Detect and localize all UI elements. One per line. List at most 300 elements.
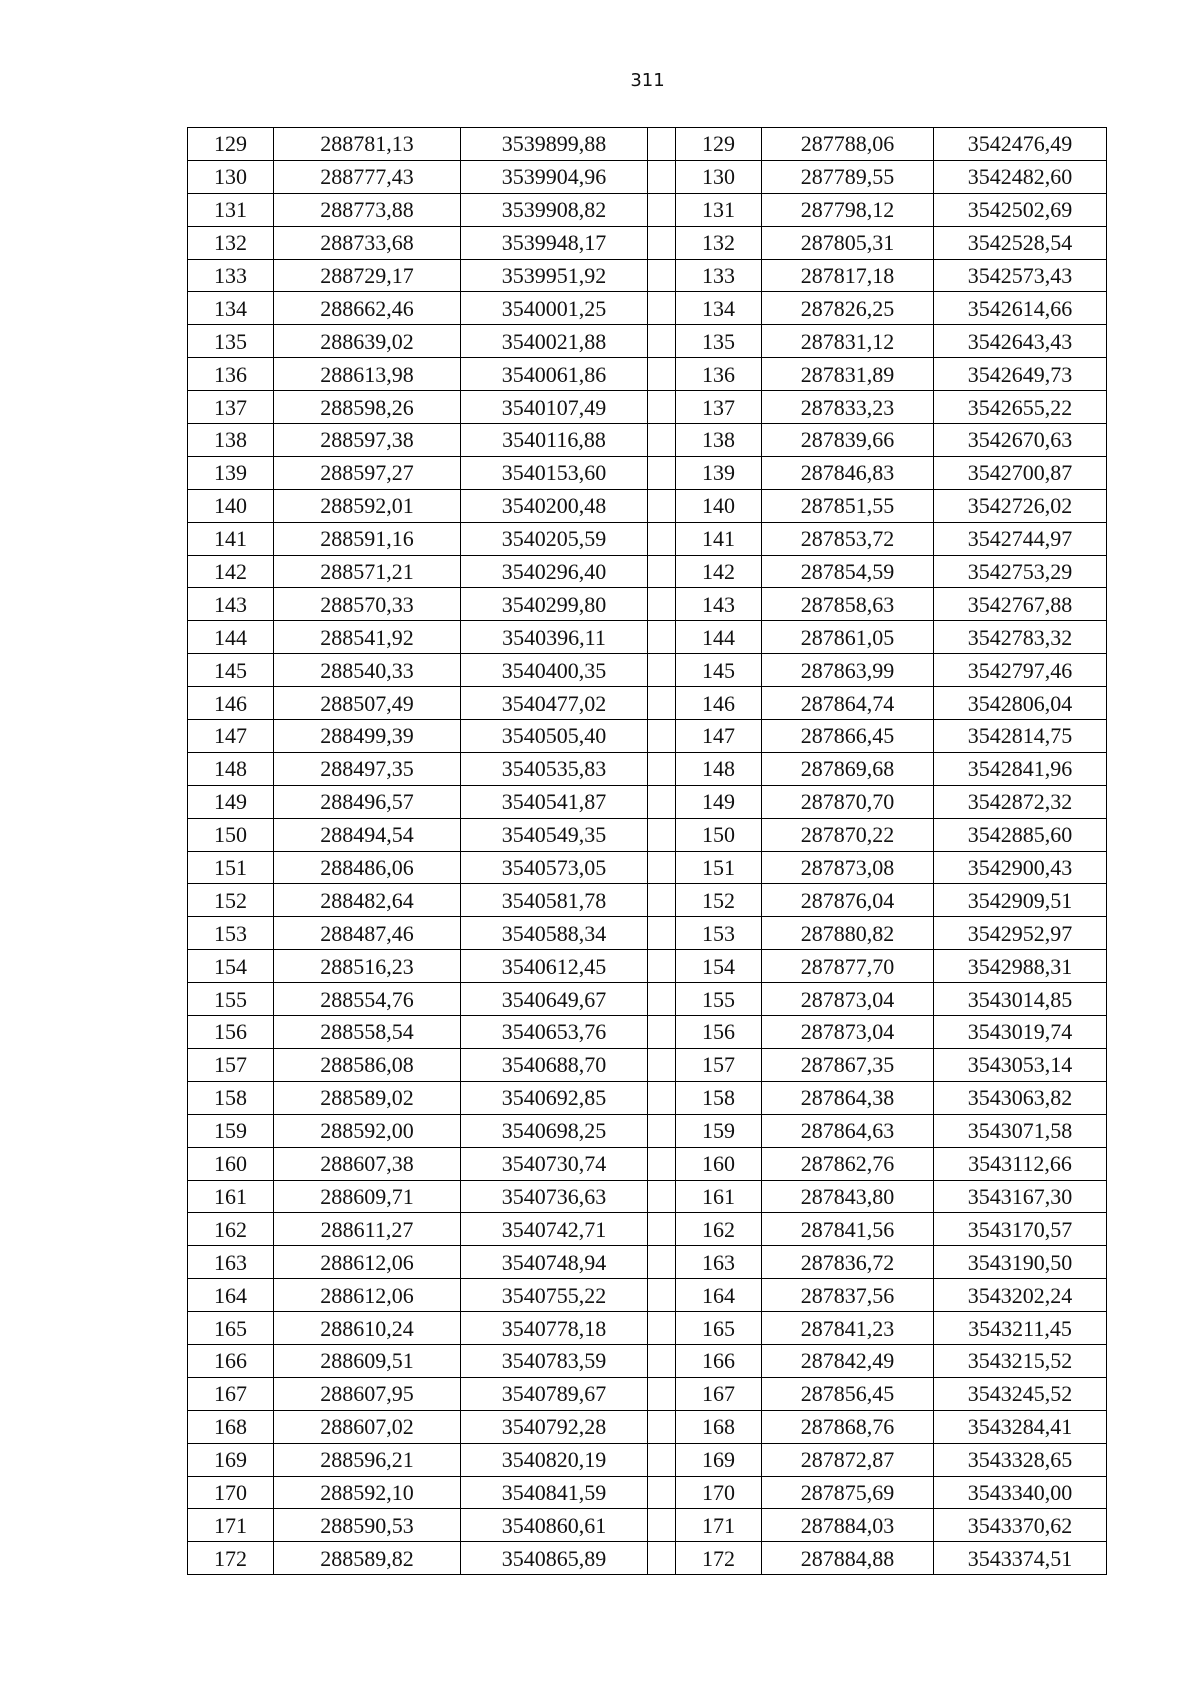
left-x-coordinate-cell: 288781,13 — [274, 128, 461, 161]
right-x-coordinate-cell: 287875,69 — [762, 1476, 934, 1509]
right-point-number-cell: 172 — [676, 1542, 762, 1575]
right-x-coordinate-cell: 287858,63 — [762, 588, 934, 621]
table-row — [188, 917, 1107, 950]
left-x-coordinate-cell: 288558,54 — [274, 1016, 461, 1049]
left-point-number-cell: 163 — [188, 1246, 274, 1279]
table-row — [188, 983, 1107, 1016]
right-x-coordinate-cell: 287836,72 — [762, 1246, 934, 1279]
right-point-number-cell: 165 — [676, 1312, 762, 1345]
separator-cell — [648, 555, 676, 588]
separator-cell — [648, 950, 676, 983]
left-x-coordinate-cell: 288773,88 — [274, 193, 461, 226]
separator-cell — [648, 1312, 676, 1345]
right-point-number-cell: 131 — [676, 193, 762, 226]
coordinates-table — [187, 127, 1107, 1575]
table-row — [188, 752, 1107, 785]
table-row — [188, 785, 1107, 818]
right-y-coordinate-cell: 3543245,52 — [934, 1377, 1107, 1410]
separator-cell — [648, 588, 676, 621]
right-point-number-cell: 149 — [676, 785, 762, 818]
right-y-coordinate-cell: 3542900,43 — [934, 851, 1107, 884]
separator-cell — [648, 391, 676, 424]
left-x-coordinate-cell: 288540,33 — [274, 654, 461, 687]
table-row — [188, 1443, 1107, 1476]
left-y-coordinate-cell: 3540153,60 — [461, 456, 648, 489]
left-x-coordinate-cell: 288497,35 — [274, 752, 461, 785]
left-y-coordinate-cell: 3540612,45 — [461, 950, 648, 983]
right-x-coordinate-cell: 287853,72 — [762, 522, 934, 555]
separator-cell — [648, 917, 676, 950]
right-x-coordinate-cell: 287854,59 — [762, 555, 934, 588]
table-row — [188, 884, 1107, 917]
table-row — [188, 555, 1107, 588]
right-point-number-cell: 151 — [676, 851, 762, 884]
right-y-coordinate-cell: 3542614,66 — [934, 292, 1107, 325]
table-row — [188, 588, 1107, 621]
left-y-coordinate-cell: 3540581,78 — [461, 884, 648, 917]
left-y-coordinate-cell: 3540789,67 — [461, 1377, 648, 1410]
left-x-coordinate-cell: 288597,27 — [274, 456, 461, 489]
left-x-coordinate-cell: 288607,02 — [274, 1410, 461, 1443]
right-y-coordinate-cell: 3542700,87 — [934, 456, 1107, 489]
right-x-coordinate-cell: 287877,70 — [762, 950, 934, 983]
left-point-number-cell: 140 — [188, 489, 274, 522]
right-y-coordinate-cell: 3543167,30 — [934, 1180, 1107, 1213]
right-x-coordinate-cell: 287872,87 — [762, 1443, 934, 1476]
table-row — [188, 226, 1107, 259]
right-y-coordinate-cell: 3542988,31 — [934, 950, 1107, 983]
right-x-coordinate-cell: 287826,25 — [762, 292, 934, 325]
left-y-coordinate-cell: 3540588,34 — [461, 917, 648, 950]
separator-cell — [648, 1180, 676, 1213]
table-row — [188, 424, 1107, 457]
right-y-coordinate-cell: 3542767,88 — [934, 588, 1107, 621]
table-row — [188, 391, 1107, 424]
right-x-coordinate-cell: 287805,31 — [762, 226, 934, 259]
right-y-coordinate-cell: 3543211,45 — [934, 1312, 1107, 1345]
table-row — [188, 1180, 1107, 1213]
left-x-coordinate-cell: 288496,57 — [274, 785, 461, 818]
separator-cell — [648, 654, 676, 687]
right-x-coordinate-cell: 287856,45 — [762, 1377, 934, 1410]
separator-cell — [648, 259, 676, 292]
separator-cell — [648, 1443, 676, 1476]
left-y-coordinate-cell: 3540001,25 — [461, 292, 648, 325]
right-point-number-cell: 154 — [676, 950, 762, 983]
right-point-number-cell: 137 — [676, 391, 762, 424]
table-row — [188, 1081, 1107, 1114]
left-y-coordinate-cell: 3540205,59 — [461, 522, 648, 555]
left-point-number-cell: 137 — [188, 391, 274, 424]
separator-cell — [648, 128, 676, 161]
right-point-number-cell: 166 — [676, 1344, 762, 1377]
right-x-coordinate-cell: 287870,22 — [762, 818, 934, 851]
left-y-coordinate-cell: 3540541,87 — [461, 785, 648, 818]
right-x-coordinate-cell: 287833,23 — [762, 391, 934, 424]
table-row — [188, 1509, 1107, 1542]
right-point-number-cell: 138 — [676, 424, 762, 457]
right-y-coordinate-cell: 3543215,52 — [934, 1344, 1107, 1377]
table-row — [188, 1213, 1107, 1246]
separator-cell — [648, 522, 676, 555]
table-row — [188, 687, 1107, 720]
left-x-coordinate-cell: 288607,95 — [274, 1377, 461, 1410]
table-row — [188, 950, 1107, 983]
right-y-coordinate-cell: 3543340,00 — [934, 1476, 1107, 1509]
left-x-coordinate-cell: 288507,49 — [274, 687, 461, 720]
right-point-number-cell: 156 — [676, 1016, 762, 1049]
left-point-number-cell: 171 — [188, 1509, 274, 1542]
separator-cell — [648, 1081, 676, 1114]
left-x-coordinate-cell: 288596,21 — [274, 1443, 461, 1476]
left-y-coordinate-cell: 3540296,40 — [461, 555, 648, 588]
separator-cell — [648, 1476, 676, 1509]
separator-cell — [648, 1542, 676, 1575]
right-point-number-cell: 134 — [676, 292, 762, 325]
separator-cell — [648, 1377, 676, 1410]
right-point-number-cell: 129 — [676, 128, 762, 161]
separator-cell — [648, 1048, 676, 1081]
right-point-number-cell: 155 — [676, 983, 762, 1016]
right-x-coordinate-cell: 287841,56 — [762, 1213, 934, 1246]
left-point-number-cell: 129 — [188, 128, 274, 161]
left-x-coordinate-cell: 288733,68 — [274, 226, 461, 259]
separator-cell — [648, 325, 676, 358]
left-point-number-cell: 134 — [188, 292, 274, 325]
right-x-coordinate-cell: 287862,76 — [762, 1147, 934, 1180]
right-point-number-cell: 171 — [676, 1509, 762, 1542]
left-point-number-cell: 142 — [188, 555, 274, 588]
left-y-coordinate-cell: 3540477,02 — [461, 687, 648, 720]
right-point-number-cell: 161 — [676, 1180, 762, 1213]
left-x-coordinate-cell: 288609,71 — [274, 1180, 461, 1213]
left-point-number-cell: 132 — [188, 226, 274, 259]
right-x-coordinate-cell: 287864,63 — [762, 1114, 934, 1147]
right-y-coordinate-cell: 3543053,14 — [934, 1048, 1107, 1081]
left-y-coordinate-cell: 3540865,89 — [461, 1542, 648, 1575]
table-row — [188, 292, 1107, 325]
left-point-number-cell: 138 — [188, 424, 274, 457]
right-point-number-cell: 132 — [676, 226, 762, 259]
left-x-coordinate-cell: 288516,23 — [274, 950, 461, 983]
left-x-coordinate-cell: 288777,43 — [274, 160, 461, 193]
left-point-number-cell: 154 — [188, 950, 274, 983]
right-point-number-cell: 150 — [676, 818, 762, 851]
left-x-coordinate-cell: 288639,02 — [274, 325, 461, 358]
left-y-coordinate-cell: 3540792,28 — [461, 1410, 648, 1443]
right-x-coordinate-cell: 287831,12 — [762, 325, 934, 358]
right-y-coordinate-cell: 3543202,24 — [934, 1279, 1107, 1312]
left-x-coordinate-cell: 288612,06 — [274, 1246, 461, 1279]
separator-cell — [648, 160, 676, 193]
left-x-coordinate-cell: 288571,21 — [274, 555, 461, 588]
right-y-coordinate-cell: 3542670,63 — [934, 424, 1107, 457]
right-point-number-cell: 164 — [676, 1279, 762, 1312]
table-row — [188, 160, 1107, 193]
left-point-number-cell: 141 — [188, 522, 274, 555]
separator-cell — [648, 1246, 676, 1279]
left-point-number-cell: 169 — [188, 1443, 274, 1476]
left-x-coordinate-cell: 288598,26 — [274, 391, 461, 424]
right-y-coordinate-cell: 3542806,04 — [934, 687, 1107, 720]
left-y-coordinate-cell: 3540535,83 — [461, 752, 648, 785]
right-y-coordinate-cell: 3542952,97 — [934, 917, 1107, 950]
left-y-coordinate-cell: 3539904,96 — [461, 160, 648, 193]
separator-cell — [648, 720, 676, 753]
left-x-coordinate-cell: 288662,46 — [274, 292, 461, 325]
right-point-number-cell: 139 — [676, 456, 762, 489]
right-point-number-cell: 169 — [676, 1443, 762, 1476]
left-x-coordinate-cell: 288570,33 — [274, 588, 461, 621]
right-x-coordinate-cell: 287868,76 — [762, 1410, 934, 1443]
right-point-number-cell: 146 — [676, 687, 762, 720]
right-point-number-cell: 159 — [676, 1114, 762, 1147]
table-row — [188, 259, 1107, 292]
right-x-coordinate-cell: 287867,35 — [762, 1048, 934, 1081]
right-y-coordinate-cell: 3543190,50 — [934, 1246, 1107, 1279]
left-point-number-cell: 149 — [188, 785, 274, 818]
table-row — [188, 1114, 1107, 1147]
right-point-number-cell: 148 — [676, 752, 762, 785]
left-point-number-cell: 166 — [188, 1344, 274, 1377]
left-y-coordinate-cell: 3540698,25 — [461, 1114, 648, 1147]
right-x-coordinate-cell: 287789,55 — [762, 160, 934, 193]
separator-cell — [648, 358, 676, 391]
right-x-coordinate-cell: 287873,04 — [762, 983, 934, 1016]
right-y-coordinate-cell: 3542528,54 — [934, 226, 1107, 259]
left-point-number-cell: 150 — [188, 818, 274, 851]
right-point-number-cell: 168 — [676, 1410, 762, 1443]
left-y-coordinate-cell: 3540021,88 — [461, 325, 648, 358]
left-x-coordinate-cell: 288612,06 — [274, 1279, 461, 1312]
left-y-coordinate-cell: 3540505,40 — [461, 720, 648, 753]
left-y-coordinate-cell: 3540116,88 — [461, 424, 648, 457]
left-y-coordinate-cell: 3540200,48 — [461, 489, 648, 522]
left-point-number-cell: 158 — [188, 1081, 274, 1114]
right-x-coordinate-cell: 287843,80 — [762, 1180, 934, 1213]
table-row — [188, 1542, 1107, 1575]
left-point-number-cell: 155 — [188, 983, 274, 1016]
right-x-coordinate-cell: 287876,04 — [762, 884, 934, 917]
table-row — [188, 128, 1107, 161]
left-point-number-cell: 139 — [188, 456, 274, 489]
left-y-coordinate-cell: 3540755,22 — [461, 1279, 648, 1312]
left-x-coordinate-cell: 288590,53 — [274, 1509, 461, 1542]
separator-cell — [648, 456, 676, 489]
right-x-coordinate-cell: 287846,83 — [762, 456, 934, 489]
right-y-coordinate-cell: 3542643,43 — [934, 325, 1107, 358]
left-x-coordinate-cell: 288586,08 — [274, 1048, 461, 1081]
left-x-coordinate-cell: 288589,82 — [274, 1542, 461, 1575]
right-point-number-cell: 152 — [676, 884, 762, 917]
separator-cell — [648, 1344, 676, 1377]
left-x-coordinate-cell: 288613,98 — [274, 358, 461, 391]
right-x-coordinate-cell: 287861,05 — [762, 621, 934, 654]
right-point-number-cell: 163 — [676, 1246, 762, 1279]
separator-cell — [648, 983, 676, 1016]
left-point-number-cell: 136 — [188, 358, 274, 391]
right-point-number-cell: 144 — [676, 621, 762, 654]
separator-cell — [648, 424, 676, 457]
separator-cell — [648, 687, 676, 720]
left-point-number-cell: 168 — [188, 1410, 274, 1443]
right-x-coordinate-cell: 287864,74 — [762, 687, 934, 720]
table-row — [188, 654, 1107, 687]
table-row — [188, 818, 1107, 851]
left-x-coordinate-cell: 288487,46 — [274, 917, 461, 950]
separator-cell — [648, 752, 676, 785]
separator-cell — [648, 292, 676, 325]
left-point-number-cell: 172 — [188, 1542, 274, 1575]
separator-cell — [648, 1016, 676, 1049]
separator-cell — [648, 489, 676, 522]
right-x-coordinate-cell: 287842,49 — [762, 1344, 934, 1377]
left-point-number-cell: 165 — [188, 1312, 274, 1345]
right-y-coordinate-cell: 3542797,46 — [934, 654, 1107, 687]
right-x-coordinate-cell: 287841,23 — [762, 1312, 934, 1345]
left-point-number-cell: 148 — [188, 752, 274, 785]
left-x-coordinate-cell: 288592,10 — [274, 1476, 461, 1509]
table-row — [188, 1246, 1107, 1279]
left-x-coordinate-cell: 288494,54 — [274, 818, 461, 851]
left-y-coordinate-cell: 3540549,35 — [461, 818, 648, 851]
left-y-coordinate-cell: 3539899,88 — [461, 128, 648, 161]
left-point-number-cell: 167 — [188, 1377, 274, 1410]
table-row — [188, 621, 1107, 654]
left-y-coordinate-cell: 3540820,19 — [461, 1443, 648, 1476]
separator-cell — [648, 884, 676, 917]
right-y-coordinate-cell: 3542502,69 — [934, 193, 1107, 226]
separator-cell — [648, 1279, 676, 1312]
right-x-coordinate-cell: 287873,08 — [762, 851, 934, 884]
left-y-coordinate-cell: 3540692,85 — [461, 1081, 648, 1114]
left-point-number-cell: 144 — [188, 621, 274, 654]
left-x-coordinate-cell: 288482,64 — [274, 884, 461, 917]
right-point-number-cell: 157 — [676, 1048, 762, 1081]
left-x-coordinate-cell: 288486,06 — [274, 851, 461, 884]
left-y-coordinate-cell: 3540841,59 — [461, 1476, 648, 1509]
right-y-coordinate-cell: 3542783,32 — [934, 621, 1107, 654]
left-y-coordinate-cell: 3540783,59 — [461, 1344, 648, 1377]
table-row — [188, 193, 1107, 226]
right-y-coordinate-cell: 3542841,96 — [934, 752, 1107, 785]
table-row — [188, 720, 1107, 753]
right-point-number-cell: 158 — [676, 1081, 762, 1114]
right-y-coordinate-cell: 3543328,65 — [934, 1443, 1107, 1476]
separator-cell — [648, 818, 676, 851]
left-y-coordinate-cell: 3540107,49 — [461, 391, 648, 424]
left-y-coordinate-cell: 3539948,17 — [461, 226, 648, 259]
right-x-coordinate-cell: 287884,03 — [762, 1509, 934, 1542]
right-x-coordinate-cell: 287880,82 — [762, 917, 934, 950]
right-x-coordinate-cell: 287873,04 — [762, 1016, 934, 1049]
left-x-coordinate-cell: 288611,27 — [274, 1213, 461, 1246]
right-x-coordinate-cell: 287831,89 — [762, 358, 934, 391]
left-point-number-cell: 146 — [188, 687, 274, 720]
right-x-coordinate-cell: 287863,99 — [762, 654, 934, 687]
separator-cell — [648, 1147, 676, 1180]
left-point-number-cell: 143 — [188, 588, 274, 621]
right-y-coordinate-cell: 3542726,02 — [934, 489, 1107, 522]
right-y-coordinate-cell: 3543170,57 — [934, 1213, 1107, 1246]
left-x-coordinate-cell: 288591,16 — [274, 522, 461, 555]
right-x-coordinate-cell: 287798,12 — [762, 193, 934, 226]
right-x-coordinate-cell: 287851,55 — [762, 489, 934, 522]
left-point-number-cell: 162 — [188, 1213, 274, 1246]
right-x-coordinate-cell: 287864,38 — [762, 1081, 934, 1114]
left-point-number-cell: 156 — [188, 1016, 274, 1049]
table-row — [188, 1377, 1107, 1410]
left-point-number-cell: 133 — [188, 259, 274, 292]
right-point-number-cell: 153 — [676, 917, 762, 950]
left-y-coordinate-cell: 3540860,61 — [461, 1509, 648, 1542]
right-y-coordinate-cell: 3542649,73 — [934, 358, 1107, 391]
separator-cell — [648, 1509, 676, 1542]
right-point-number-cell: 143 — [676, 588, 762, 621]
separator-cell — [648, 1114, 676, 1147]
left-y-coordinate-cell: 3540742,71 — [461, 1213, 648, 1246]
right-point-number-cell: 170 — [676, 1476, 762, 1509]
right-y-coordinate-cell: 3543374,51 — [934, 1542, 1107, 1575]
table-row — [188, 1344, 1107, 1377]
left-y-coordinate-cell: 3540573,05 — [461, 851, 648, 884]
table-row — [188, 1312, 1107, 1345]
right-y-coordinate-cell: 3542482,60 — [934, 160, 1107, 193]
left-y-coordinate-cell: 3540778,18 — [461, 1312, 648, 1345]
right-y-coordinate-cell: 3543284,41 — [934, 1410, 1107, 1443]
left-x-coordinate-cell: 288607,38 — [274, 1147, 461, 1180]
right-x-coordinate-cell: 287869,68 — [762, 752, 934, 785]
right-y-coordinate-cell: 3542744,97 — [934, 522, 1107, 555]
left-point-number-cell: 151 — [188, 851, 274, 884]
right-point-number-cell: 147 — [676, 720, 762, 753]
left-point-number-cell: 152 — [188, 884, 274, 917]
right-y-coordinate-cell: 3542885,60 — [934, 818, 1107, 851]
right-y-coordinate-cell: 3543112,66 — [934, 1147, 1107, 1180]
right-point-number-cell: 130 — [676, 160, 762, 193]
separator-cell — [648, 785, 676, 818]
separator-cell — [648, 1213, 676, 1246]
right-x-coordinate-cell: 287817,18 — [762, 259, 934, 292]
left-x-coordinate-cell: 288554,76 — [274, 983, 461, 1016]
right-point-number-cell: 141 — [676, 522, 762, 555]
separator-cell — [648, 193, 676, 226]
separator-cell — [648, 226, 676, 259]
table-row — [188, 325, 1107, 358]
table-row — [188, 1410, 1107, 1443]
left-y-coordinate-cell: 3540748,94 — [461, 1246, 648, 1279]
right-point-number-cell: 133 — [676, 259, 762, 292]
right-x-coordinate-cell: 287884,88 — [762, 1542, 934, 1575]
right-y-coordinate-cell: 3542753,29 — [934, 555, 1107, 588]
left-x-coordinate-cell: 288541,92 — [274, 621, 461, 654]
left-x-coordinate-cell: 288610,24 — [274, 1312, 461, 1345]
left-point-number-cell: 160 — [188, 1147, 274, 1180]
coordinates-table-body — [188, 128, 1107, 1575]
left-point-number-cell: 170 — [188, 1476, 274, 1509]
table-row — [188, 851, 1107, 884]
right-y-coordinate-cell: 3543063,82 — [934, 1081, 1107, 1114]
table-row — [188, 1279, 1107, 1312]
left-x-coordinate-cell: 288499,39 — [274, 720, 461, 753]
left-y-coordinate-cell: 3540688,70 — [461, 1048, 648, 1081]
table-row — [188, 1016, 1107, 1049]
left-point-number-cell: 135 — [188, 325, 274, 358]
right-point-number-cell: 167 — [676, 1377, 762, 1410]
left-y-coordinate-cell: 3540736,63 — [461, 1180, 648, 1213]
table-row — [188, 1048, 1107, 1081]
right-y-coordinate-cell: 3543019,74 — [934, 1016, 1107, 1049]
